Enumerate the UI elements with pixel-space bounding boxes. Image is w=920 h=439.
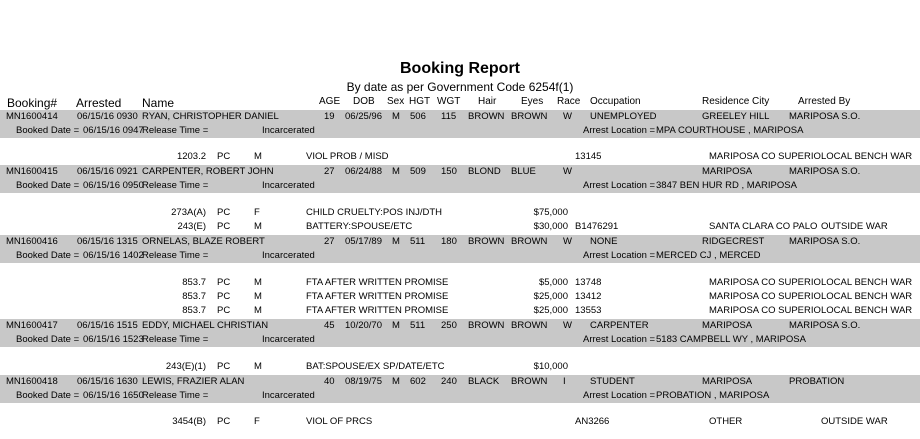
report-title: Booking Report: [400, 60, 520, 77]
booking-number: MN1600415: [6, 166, 58, 177]
booked-date-value: 06/15/16 0950: [83, 180, 144, 191]
custody-status: Incarcerated: [262, 390, 315, 401]
report-subtitle: By date as per Government Code 6254f(1): [346, 80, 574, 94]
warrant-origin: LOCAL BENCH WAR: [821, 291, 913, 302]
arrest-location-label: Arrest Location =: [583, 180, 656, 191]
arrested-by-value: PROBATION: [789, 376, 845, 387]
booked-date-label: Booked Date =: [16, 180, 80, 191]
charge-statute-type: PC: [217, 207, 231, 218]
weight-value: 250: [441, 320, 457, 331]
header-wgt: WGT: [437, 96, 461, 107]
charge-level: M: [254, 291, 262, 302]
custody-status: Incarcerated: [262, 125, 315, 136]
arrest-location-value: MERCED CJ , MERCED: [656, 250, 761, 261]
charge-level: M: [254, 151, 262, 162]
residence-value: MARIPOSA: [702, 376, 753, 387]
header-dob: DOB: [353, 96, 375, 107]
dob-value: 06/25/96: [345, 111, 382, 122]
header-race: Race: [557, 96, 581, 107]
warrant-origin: OUTSIDE WAR: [821, 416, 888, 427]
arrest-location-value: MPA COURTHOUSE , MARIPOSA: [656, 125, 804, 136]
arrested-by-value: MARIPOSA S.O.: [789, 236, 861, 247]
warrant-number: AN3266: [575, 416, 610, 427]
header-sex: Sex: [387, 96, 405, 107]
residence-value: RIDGECREST: [702, 236, 765, 247]
weight-value: 240: [441, 376, 457, 387]
charge-description: FTA AFTER WRITTEN PROMISE: [306, 277, 449, 288]
charge-statute-type: PC: [217, 151, 231, 162]
charge-description: VIOL PROB / MISD: [306, 151, 389, 162]
eyes-value: BROWN: [511, 376, 548, 387]
warrant-number: 13553: [575, 305, 602, 316]
release-time-label: Release Time =: [142, 390, 209, 401]
dob-value: 06/24/88: [345, 166, 382, 177]
arrestee-name: CARPENTER, ROBERT JOHN: [142, 166, 274, 177]
court-name: MARIPOSA CO SUPERIO: [709, 291, 821, 302]
booked-date-value: 06/15/16 1523: [83, 334, 144, 345]
header-age: AGE: [319, 96, 341, 107]
charge-statute-type: PC: [217, 416, 231, 427]
header-booking: Booking#: [7, 96, 58, 110]
hair-value: BROWN: [468, 236, 505, 247]
header-arrested-by: Arrested By: [798, 96, 851, 107]
booking-number: MN1600416: [6, 236, 58, 247]
bail-amount: $30,000: [533, 221, 568, 232]
arrested-datetime: 06/15/16 0921: [77, 166, 138, 177]
header-hair: Hair: [478, 96, 497, 107]
booked-date-value: 06/15/16 1650: [83, 390, 144, 401]
dob-value: 10/20/70: [345, 320, 382, 331]
charge-description: FTA AFTER WRITTEN PROMISE: [306, 291, 449, 302]
age-value: 40: [324, 376, 335, 387]
header-hgt: HGT: [409, 96, 431, 107]
charge-code: 243(E): [177, 221, 206, 232]
height-value: 511: [410, 236, 426, 247]
header-arrested: Arrested: [76, 96, 122, 110]
height-value: 506: [410, 111, 426, 122]
warrant-number: 13748: [575, 277, 602, 288]
age-value: 45: [324, 320, 335, 331]
arrest-location-value: PROBATION , MARIPOSA: [656, 390, 770, 401]
race-value: W: [563, 320, 572, 331]
warrant-origin: OUTSIDE WAR: [821, 221, 888, 232]
warrant-number: 13412: [575, 291, 602, 302]
arrest-location-label: Arrest Location =: [583, 250, 656, 261]
charge-description: BAT:SPOUSE/EX SP/DATE/ETC: [306, 361, 445, 372]
court-name: SANTA CLARA CO PALO: [709, 221, 818, 232]
arrest-location-label: Arrest Location =: [583, 390, 656, 401]
residence-value: GREELEY HILL: [702, 111, 770, 122]
height-value: 511: [410, 320, 426, 331]
race-value: W: [563, 166, 572, 177]
race-value: W: [563, 111, 572, 122]
bail-amount: $25,000: [533, 291, 568, 302]
arrest-location-value: 5183 CAMPBELL WY , MARIPOSA: [656, 334, 806, 345]
booked-date-label: Booked Date =: [16, 125, 80, 136]
bail-amount: $75,000: [533, 207, 568, 218]
hair-value: BROWN: [468, 320, 505, 331]
sex-value: M: [392, 166, 400, 177]
age-value: 27: [324, 166, 335, 177]
occupation-value: STUDENT: [590, 376, 635, 387]
arrested-by-value: MARIPOSA S.O.: [789, 111, 861, 122]
arrested-datetime: 06/15/16 0930: [77, 111, 138, 122]
occupation-value: UNEMPLOYED: [590, 111, 657, 122]
charge-description: CHILD CRUELTY:POS INJ/DTH: [306, 207, 443, 218]
sex-value: M: [392, 320, 400, 331]
arrestee-name: ORNELAS, BLAZE ROBERT: [142, 236, 265, 247]
age-value: 19: [324, 111, 335, 122]
header-residence: Residence City: [702, 96, 770, 107]
charge-level: F: [254, 416, 260, 427]
release-time-label: Release Time =: [142, 125, 209, 136]
sex-value: M: [392, 376, 400, 387]
custody-status: Incarcerated: [262, 180, 315, 191]
dob-value: 08/19/75: [345, 376, 382, 387]
charge-level: M: [254, 305, 262, 316]
release-time-label: Release Time =: [142, 334, 209, 345]
arrested-datetime: 06/15/16 1315: [77, 236, 138, 247]
custody-status: Incarcerated: [262, 334, 315, 345]
charge-code: 853.7: [182, 277, 206, 288]
arrested-by-value: MARIPOSA S.O.: [789, 166, 861, 177]
court-name: MARIPOSA CO SUPERIO: [709, 151, 821, 162]
dob-value: 05/17/89: [345, 236, 382, 247]
height-value: 602: [410, 376, 426, 387]
booked-date-value: 06/15/16 1402: [83, 250, 144, 261]
hair-value: BROWN: [468, 111, 505, 122]
arrest-location-value: 3847 BEN HUR RD , MARIPOSA: [656, 180, 797, 191]
arrestee-name: EDDY, MICHAEL CHRISTIAN: [142, 320, 269, 331]
race-value: I: [563, 376, 566, 387]
header-eyes: Eyes: [521, 96, 544, 107]
height-value: 509: [410, 166, 426, 177]
charge-description: BATTERY:SPOUSE/ETC: [306, 221, 413, 232]
arrested-datetime: 06/15/16 1515: [77, 320, 138, 331]
charge-statute-type: PC: [217, 361, 231, 372]
bail-amount: $25,000: [533, 305, 568, 316]
header-name: Name: [142, 96, 175, 110]
warrant-origin: LOCAL BENCH WAR: [821, 151, 913, 162]
booked-date-label: Booked Date =: [16, 334, 80, 345]
sex-value: M: [392, 236, 400, 247]
weight-value: 180: [441, 236, 457, 247]
eyes-value: BLUE: [511, 166, 536, 177]
weight-value: 115: [441, 111, 457, 122]
sex-value: M: [392, 111, 400, 122]
arrestee-name: RYAN, CHRISTOPHER DANIEL: [142, 111, 279, 122]
charge-statute-type: PC: [217, 291, 231, 302]
bail-amount: $5,000: [538, 277, 568, 288]
eyes-value: BROWN: [511, 320, 548, 331]
court-name: MARIPOSA CO SUPERIO: [709, 277, 821, 288]
arrested-by-value: MARIPOSA S.O.: [789, 320, 861, 331]
charge-code: 1203.2: [176, 151, 206, 162]
charge-description: VIOL OF PRCS: [306, 416, 373, 427]
booking-number: MN1600417: [6, 320, 58, 331]
charge-level: M: [254, 361, 262, 372]
bail-amount: $10,000: [533, 361, 568, 372]
charge-code: 853.7: [182, 291, 206, 302]
eyes-value: BROWN: [511, 111, 548, 122]
weight-value: 150: [441, 166, 457, 177]
release-time-label: Release Time =: [142, 250, 209, 261]
warrant-origin: LOCAL BENCH WAR: [821, 277, 913, 288]
charge-description: FTA AFTER WRITTEN PROMISE: [306, 305, 449, 316]
arrest-location-label: Arrest Location =: [583, 125, 656, 136]
arrested-datetime: 06/15/16 1630: [77, 376, 138, 387]
warrant-number: 13145: [575, 151, 602, 162]
header-occupation: Occupation: [590, 96, 641, 107]
charge-statute-type: PC: [217, 221, 231, 232]
court-name: OTHER: [709, 416, 743, 427]
booked-date-value: 06/15/16 0947: [83, 125, 144, 136]
residence-value: MARIPOSA: [702, 166, 753, 177]
charge-statute-type: PC: [217, 277, 231, 288]
occupation-value: CARPENTER: [590, 320, 649, 331]
age-value: 27: [324, 236, 335, 247]
warrant-origin: LOCAL BENCH WAR: [821, 305, 913, 316]
eyes-value: BROWN: [511, 236, 548, 247]
hair-value: BLOND: [468, 166, 501, 177]
booking-number: MN1600414: [6, 111, 58, 122]
charge-code: 3454(B): [172, 416, 206, 427]
charge-level: F: [254, 207, 260, 218]
arrest-location-label: Arrest Location =: [583, 334, 656, 345]
custody-status: Incarcerated: [262, 250, 315, 261]
charge-level: M: [254, 221, 262, 232]
booked-date-label: Booked Date =: [16, 390, 80, 401]
charge-statute-type: PC: [217, 305, 231, 316]
booked-date-label: Booked Date =: [16, 250, 80, 261]
release-time-label: Release Time =: [142, 180, 209, 191]
charge-code: 243(E)(1): [165, 361, 206, 372]
hair-value: BLACK: [468, 376, 500, 387]
charge-level: M: [254, 277, 262, 288]
court-name: MARIPOSA CO SUPERIO: [709, 305, 821, 316]
residence-value: MARIPOSA: [702, 320, 753, 331]
charge-code: 273A(A): [171, 207, 206, 218]
race-value: W: [563, 236, 572, 247]
booking-number: MN1600418: [6, 376, 58, 387]
occupation-value: NONE: [590, 236, 618, 247]
warrant-number: B1476291: [575, 221, 619, 232]
arrestee-name: LEWIS, FRAZIER ALAN: [142, 376, 245, 387]
charge-code: 853.7: [182, 305, 206, 316]
